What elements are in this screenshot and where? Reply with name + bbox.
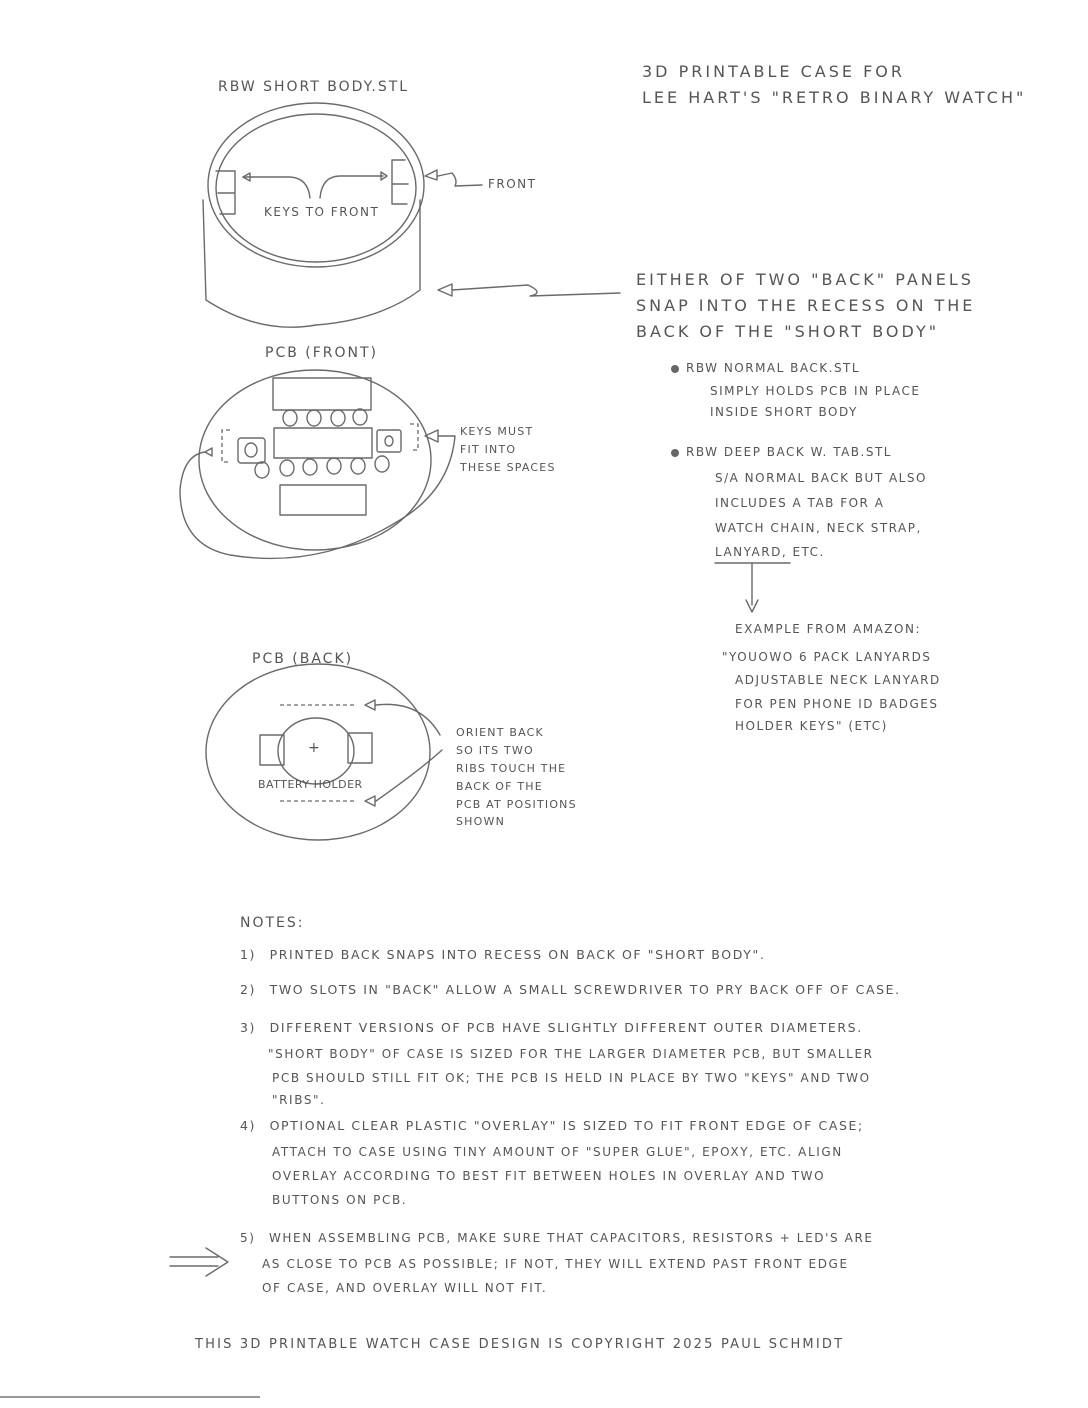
right-key-slot [392, 160, 408, 204]
title-line-2: LEE HART'S "RETRO BINARY WATCH" [642, 88, 1027, 107]
note-3-line-1: DIFFERENT VERSIONS OF PCB HAVE SLIGHTLY DIFFERENT OUTER DIAMETERS. [269, 1020, 863, 1035]
note-3-line-2: "SHORT BODY" OF CASE IS SIZED FOR THE LARGER DIAMETER PCB, BUT SMALLER [268, 1047, 874, 1061]
note-1-line-1: PRINTED BACK SNAPS INTO RECESS ON BACK OF "SHORT BODY". [269, 947, 766, 962]
pcb-front-drawing [180, 370, 455, 558]
note-1 [240, 943, 765, 967]
battery-tab-right [348, 733, 372, 763]
rib-top-arrowhead [365, 700, 375, 710]
notes-heading: NOTES: [240, 915, 305, 931]
orient-note-2: SO ITS TWO [456, 744, 534, 757]
note-4 [240, 1114, 864, 1138]
note-5-line-2: AS CLOSE TO PCB AS POSSIBLE; IF NOT, THEY WILL EXTEND PAST FRONT EDGE [262, 1257, 849, 1271]
normal-back-desc-2: INSIDE SHORT BODY [710, 405, 858, 419]
note-5-number: 5) [240, 1231, 256, 1245]
rib-bottom-arrowhead [365, 796, 375, 806]
note-4-line-4: BUTTONS ON PCB. [272, 1193, 408, 1207]
deep-back-desc-2: INCLUDES A TAB FOR A [715, 496, 885, 510]
example-pointer [715, 563, 790, 612]
keys-arrow-left [243, 177, 310, 198]
pcb-front-button-left-cap [245, 443, 257, 457]
title-line-1: 3D PRINTABLE CASE FOR [642, 62, 905, 81]
pcb-back-label: PCB (BACK) [252, 651, 354, 667]
note-4-number: 4) [240, 1118, 257, 1133]
keys-to-front-label: KEYS TO FRONT [264, 205, 380, 219]
pcb-front-chip-middle [274, 428, 372, 458]
pcb-front-button-right [377, 430, 401, 452]
deep-back-desc-1: S/A NORMAL BACK BUT ALSO [715, 471, 927, 485]
note-3 [240, 1016, 863, 1040]
bullet-deep-back [671, 449, 679, 457]
keys-space-arrowhead-left [205, 448, 212, 456]
keys-note-1: KEYS MUST [460, 425, 534, 438]
keys-space-loop-line [180, 436, 455, 558]
deep-back-name: RBW DEEP BACK W. TAB.STL [686, 445, 892, 459]
orient-note-3: RIBS TOUCH THE [456, 762, 567, 775]
orient-note-1: ORIENT BACK [456, 726, 544, 739]
scan-edge-line [0, 1396, 260, 1398]
note-2-number: 2) [240, 982, 257, 997]
battery-holder-label: BATTERY HOLDER [258, 778, 363, 791]
keys-arrow-right [320, 176, 383, 198]
note-2 [240, 978, 901, 1002]
pcb-front-button-left [238, 438, 265, 463]
orient-note-6: SHOWN [456, 815, 506, 828]
back-panels-line-1: EITHER OF TWO "BACK" PANELS [636, 270, 974, 289]
example-line-4: HOLDER KEYS" (ETC) [735, 719, 888, 733]
rib-top-pointer [376, 704, 440, 735]
note-4-line-1: OPTIONAL CLEAR PLASTIC "OVERLAY" IS SIZED TO FIT FRONT EDGE OF CASE; [269, 1118, 864, 1133]
recess-pointer-line [452, 285, 620, 296]
orient-note-5: PCB AT POSITIONS [456, 798, 577, 811]
note-3-number: 3) [240, 1020, 257, 1035]
back-panels-line-2: SNAP INTO THE RECESS ON THE [636, 296, 976, 315]
recess-arrowhead [438, 284, 452, 296]
note-2-line-1: TWO SLOTS IN "BACK" ALLOW A SMALL SCREWDRIVER TO PRY BACK OFF OF CASE. [269, 982, 901, 997]
key-space-left [222, 430, 230, 462]
body-cylinder-wall [203, 200, 420, 327]
double-arrow-icon [170, 1248, 228, 1276]
copyright-line: THIS 3D PRINTABLE WATCH CASE DESIGN IS COPYRIGHT 2025 PAUL SCHMIDT [195, 1337, 845, 1352]
rib-bottom-pointer [376, 750, 442, 801]
note-3-line-4: "RIBS". [272, 1093, 326, 1107]
pcb-front-chip-top [273, 378, 371, 410]
example-line-1: "YOUOWO 6 PACK LANYARDS [722, 650, 932, 664]
pcb-front-chip-bottom [280, 485, 366, 515]
note-4-line-3: OVERLAY ACCORDING TO BEST FIT BETWEEN HOLES IN OVERLAY AND TWO [272, 1169, 826, 1183]
back-panels-line-3: BACK OF THE "SHORT BODY" [636, 322, 940, 341]
short-body-label: RBW SHORT BODY.STL [218, 79, 410, 95]
body-top-rim-inner [216, 114, 416, 262]
normal-back-name: RBW NORMAL BACK.STL [686, 361, 861, 375]
pcb-front-led-row-top [283, 409, 367, 426]
front-arrowhead [425, 170, 437, 180]
normal-back-desc-1: SIMPLY HOLDS PCB IN PLACE [710, 384, 921, 398]
key-space-right [410, 424, 418, 450]
note-3-line-3: PCB SHOULD STILL FIT OK; THE PCB IS HELD IN PLACE BY TWO "KEYS" AND TWO [272, 1071, 871, 1085]
note-1-number: 1) [240, 947, 257, 962]
pcb-front-button-right-cap [385, 436, 393, 446]
pcb-back-drawing [206, 664, 442, 840]
note-5 [240, 1226, 874, 1250]
battery-plus-symbol: + [308, 740, 320, 756]
bullet-normal-back [671, 365, 679, 373]
note-4-line-2: ATTACH TO CASE USING TINY AMOUNT OF "SUPER GLUE", EPOXY, ETC. ALIGN [272, 1145, 843, 1159]
example-line-3: FOR PEN PHONE ID BADGES [735, 697, 939, 711]
front-label: FRONT [488, 177, 537, 191]
example-heading: EXAMPLE FROM AMAZON: [735, 622, 921, 636]
pcb-front-led-row-bottom [255, 456, 389, 478]
example-line-2: ADJUSTABLE NECK LANYARD [735, 673, 941, 687]
note-5-line-3: OF CASE, AND OVERLAY WILL NOT FIT. [262, 1281, 548, 1295]
keys-note-3: THESE SPACES [460, 461, 556, 474]
deep-back-desc-4: LANYARD, ETC. [715, 545, 825, 559]
note-5-line-1: WHEN ASSEMBLING PCB, MAKE SURE THAT CAPACITORS, RESISTORS + LED'S ARE [268, 1231, 874, 1245]
pcb-front-label: PCB (FRONT) [265, 345, 379, 361]
front-pointer-line [438, 173, 482, 186]
deep-back-desc-3: WATCH CHAIN, NECK STRAP, [715, 521, 922, 535]
keys-note-2: FIT INTO [460, 443, 517, 456]
orient-note-4: BACK OF THE [456, 780, 543, 793]
